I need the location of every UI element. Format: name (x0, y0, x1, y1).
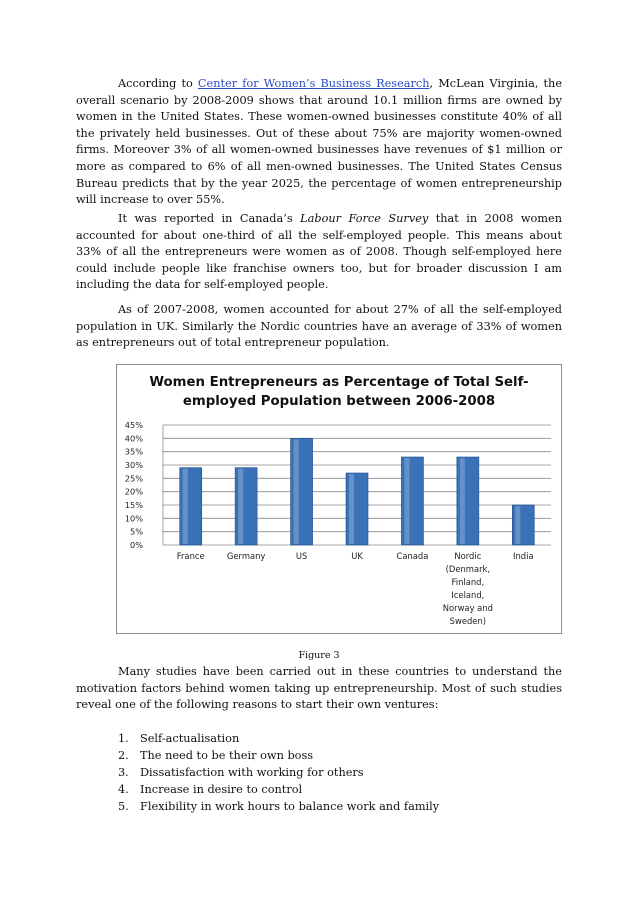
x-tick-label: Norway and (442, 603, 493, 613)
chart-plot (117, 365, 561, 633)
y-tick-label: 5% (130, 526, 143, 537)
x-tick-label: Sweden) (449, 616, 487, 626)
paragraph-motivation: Many studies have been carried out in these countries to understand the motivation factors behind women taking up entrepreneurship. Most of such studies reveal one of the following reasons to start their own ventures: (76, 665, 562, 712)
y-tick-label: 0% (130, 540, 143, 550)
list-text: Increase in desire to control (140, 783, 303, 796)
list-item (118, 798, 439, 815)
y-tick-label: 30% (124, 460, 143, 470)
x-tick-label: US (295, 551, 308, 561)
p2-rest: that in 2008 women accounted for about one-third of all the self-employed people. This means about 33% of all the entrepreneurs were women as of 2008. Though self-employed here could include people like franchise owners too, but for broader discussion I am including the data for self-employed people. (76, 212, 562, 292)
list-number: 5. (118, 800, 129, 813)
p1-lead: According to (118, 77, 198, 90)
figure-caption: Figure 3 (298, 650, 340, 661)
x-tick-label: Germany (226, 551, 266, 561)
p1-rest: , McLean Virginia, the overall scenario by 2008-2009 shows that around 10.1 million firms are owned by women in the United States. These women-owned businesses constitute 40% of all the privately held businesses. Out of these about 75% are majority women-owned firms. Moreover 3% of all women-owned businesses have revenues of $1 million or more as compared to 6% of all men-owned businesses. The United States Census Bureau predicts that by the year 2025, the percentage of women entrepreneurship will increase to over 55%. (76, 77, 563, 207)
y-tick-label: 20% (124, 486, 143, 497)
list-text: Dissatisfaction with working for others (140, 766, 364, 779)
x-tick-label: Iceland, (451, 590, 485, 600)
y-tick-label: 45% (124, 420, 143, 430)
list-item (118, 764, 439, 781)
list-text: Flexibility in work hours to balance work and family (140, 800, 440, 813)
y-tick-label: 40% (124, 433, 143, 444)
x-tick-label: Finland, (451, 577, 485, 587)
paragraph-uk-nordic-stats: As of 2007-2008, women accounted for about 27% of all the self-employed population in UK. Similarly the Nordic countries have an average of 33% of women as entrepreneurs out of total entrepreneur population. (76, 303, 562, 350)
x-tick-label: Canada (396, 551, 429, 561)
list-number: 2. (118, 749, 129, 762)
list-number: 1. (118, 732, 129, 745)
x-tick-label: France (176, 551, 205, 561)
p2-lead: It was reported in Canada’s (118, 212, 301, 225)
list-text: Self-actualisation (140, 732, 240, 745)
labour-force-survey-title: Labour Force Survey (300, 212, 429, 225)
list-number: 3. (118, 766, 129, 779)
x-tick-label: India (513, 551, 534, 561)
chart-title-line-2: employed Population between 2006-2008 (182, 394, 496, 409)
bar-highlight (404, 458, 409, 544)
list-item (118, 730, 439, 747)
reasons-list (118, 730, 439, 815)
bar-highlight (515, 506, 520, 544)
bar-chart (116, 364, 562, 634)
list-item (118, 781, 439, 798)
list-number: 4. (118, 783, 129, 796)
y-tick-label: 35% (124, 446, 143, 457)
list-item (118, 747, 439, 764)
x-tick-label: UK (351, 551, 363, 561)
bar-highlight (183, 469, 188, 544)
bar-highlight (460, 458, 465, 544)
chart-title-line-1: Women Entrepreneurs as Percentage of Total Self- (149, 375, 529, 390)
center-womens-business-research-link[interactable]: Center for Women’s Business Research (197, 77, 430, 90)
y-tick-label: 25% (124, 473, 143, 484)
bar-highlight (349, 474, 354, 544)
paragraph-canada-stats (76, 211, 562, 294)
bar-highlight (294, 439, 299, 544)
x-tick-label: Nordic (454, 551, 482, 561)
y-tick-label: 15% (124, 500, 143, 510)
y-tick-label: 10% (124, 513, 143, 524)
x-tick-label: (Denmark, (445, 564, 491, 574)
paragraph-us-stats (76, 76, 562, 209)
list-text: The need to be their own boss (140, 749, 314, 762)
bar-highlight (238, 469, 243, 544)
